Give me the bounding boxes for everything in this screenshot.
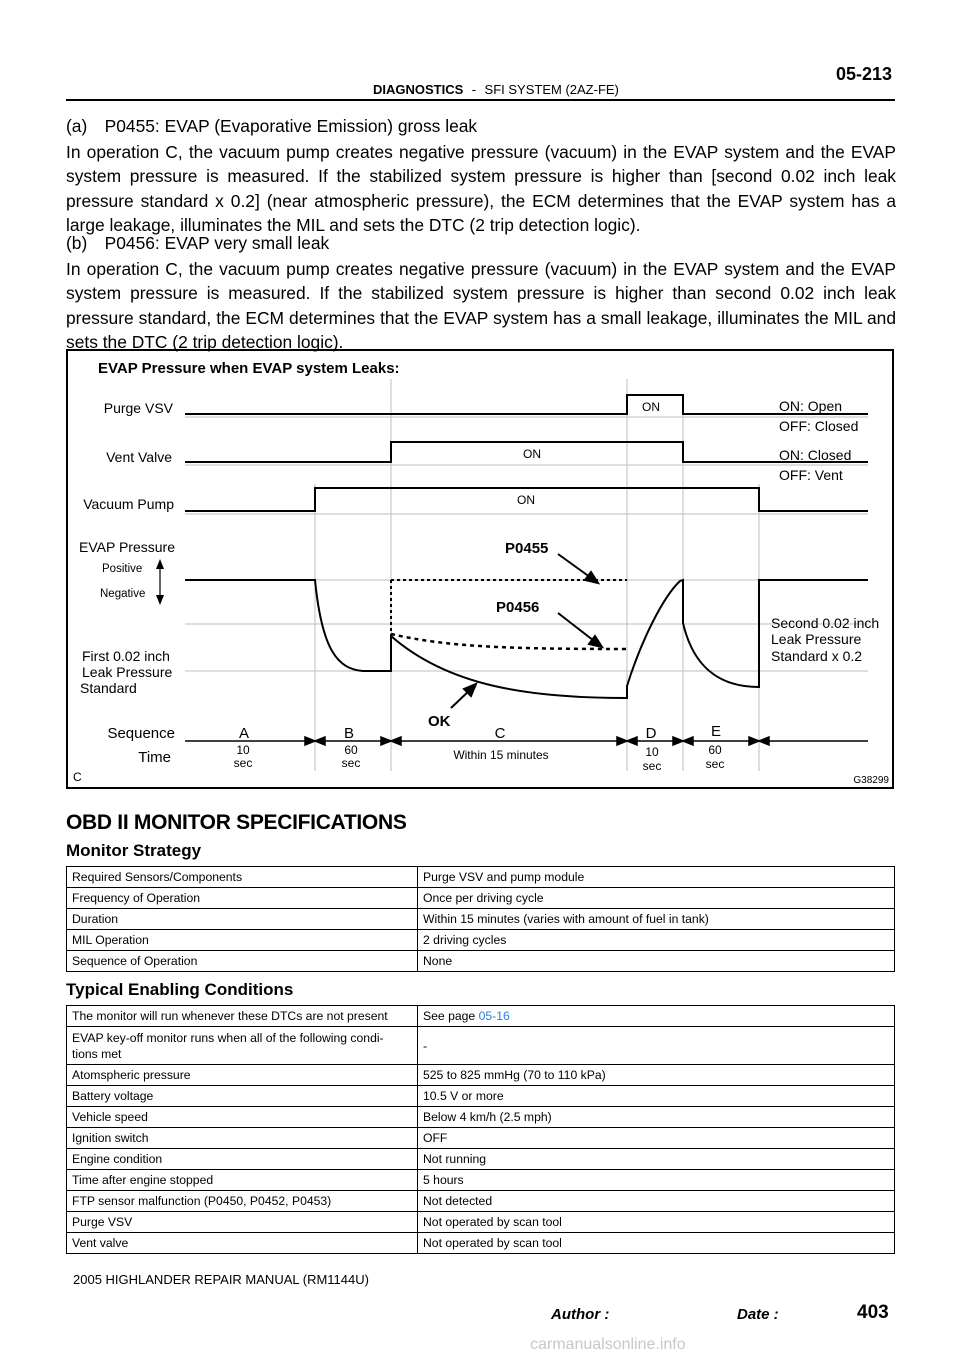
time-b-value: 60 <box>344 743 358 757</box>
phase-dividers <box>315 379 759 771</box>
table-cell <box>67 1027 418 1065</box>
monitor-strategy-title: Monitor Strategy <box>66 841 202 860</box>
label-negative: Negative <box>100 588 146 600</box>
table-cell: Sequence of Operation <box>67 951 418 972</box>
legend-second-std-1: Second 0.02 inch <box>771 615 880 631</box>
table-cell: - <box>418 1027 895 1065</box>
table-cell: Duration <box>67 909 418 930</box>
page-number: 05-213 <box>835 64 892 84</box>
table-row <box>67 1149 895 1170</box>
table-row <box>67 1128 895 1149</box>
purge-vsv-signal <box>185 395 868 414</box>
p0455-description: In operation C, the vacuum pump creates negative pressure (vacuum) in the EVAP system and the EVAP system pressure is measured. If the stabilized system pressure is higher than [second 0.02 inch leak pressure standard x 0.2] (near atmospheric pressure), the ECM determines that the EVAP system has a large leakage, illuminates the MIL and sets the DTC (2 trip detection logic). <box>66 142 896 236</box>
table-cell: FTP sensor malfunction (P0450, P0452, P0453) <box>67 1191 418 1212</box>
legend-purge-on: ON: Open <box>779 398 843 414</box>
legend-vent-off: OFF: Vent <box>779 467 843 483</box>
table-cell: Vehicle speed <box>67 1107 418 1128</box>
table-cell: Purge VSV <box>67 1212 418 1233</box>
table-cell: MIL Operation <box>67 930 418 951</box>
table-cell: Not running <box>418 1149 895 1170</box>
time-d-value: 10 <box>645 745 659 759</box>
table-row <box>67 1065 895 1086</box>
sequence-b: B <box>343 725 355 742</box>
table-row <box>67 909 895 930</box>
table-cell: Not operated by scan tool <box>418 1212 895 1233</box>
purge-on-label: ON <box>642 400 660 414</box>
table-cell: Within 15 minutes (varies with amount of fuel in tank) <box>418 909 895 930</box>
label-corner-c: C <box>73 770 82 784</box>
table-cell: Not operated by scan tool <box>418 1233 895 1254</box>
label-vacuum-pump: Vacuum Pump <box>83 496 174 512</box>
positive-arrow-icon <box>156 559 164 569</box>
table-cell: Engine condition <box>67 1149 418 1170</box>
header-section: DIAGNOSTICS <box>373 82 464 97</box>
time-c-value: Within 15 minutes <box>453 748 549 762</box>
cell-line-2: tions met <box>72 1046 122 1061</box>
table-cell: Ignition switch <box>67 1128 418 1149</box>
table-row <box>67 930 895 951</box>
see-page-text: See page <box>423 1009 479 1023</box>
table-cell: 2 driving cycles <box>418 930 895 951</box>
label-evap-pressure: EVAP Pressure <box>79 539 175 555</box>
legend-vent-on: ON: Closed <box>779 447 852 463</box>
evap-timing-diagram <box>68 351 894 789</box>
time-e-unit: sec <box>705 757 725 771</box>
monitor-strategy-table <box>66 866 895 972</box>
evap-pressure-figure <box>66 349 894 789</box>
author-label: Author : <box>551 1306 610 1323</box>
table-row <box>67 1212 895 1233</box>
time-e-value: 60 <box>708 743 722 757</box>
running-header <box>373 82 619 97</box>
table-cell: Not detected <box>418 1191 895 1212</box>
p0455-heading: (a) P0455: EVAP (Evaporative Emission) gross leak <box>66 116 478 136</box>
time-b-unit: sec <box>341 756 361 770</box>
p0456-description: In operation C, the vacuum pump creates negative pressure (vacuum) in the EVAP system and the EVAP system pressure is measured. If the stabilized system pressure is higher than second 0.02 inch leak pressure standard, the ECM determines that the EVAP system has a small leakage, illuminates the MIL and sets the DTC (2 trip detection logic). <box>66 259 896 353</box>
table-cell: 5 hours <box>418 1170 895 1191</box>
table-cell: Vent valve <box>67 1233 418 1254</box>
table-cell: Time after engine stopped <box>67 1170 418 1191</box>
header-separator: - <box>471 82 477 97</box>
table-cell: Purge VSV and pump module <box>418 867 895 888</box>
table-row <box>67 1191 895 1212</box>
table-row <box>67 951 895 972</box>
table-cell: 10.5 V or more <box>418 1086 895 1107</box>
time-d-unit: sec <box>642 759 662 773</box>
obd-section-title: OBD II MONITOR SPECIFICATIONS <box>66 811 407 834</box>
table-row <box>67 1086 895 1107</box>
table-row <box>67 1170 895 1191</box>
curve-label-ok: OK <box>428 713 451 730</box>
figure-id: G38299 <box>853 775 889 786</box>
table-cell: Frequency of Operation <box>67 888 418 909</box>
header-subsection: SFI SYSTEM (2AZ-FE) <box>484 82 619 97</box>
p0455-pointer-head-icon <box>585 572 598 583</box>
label-purge-vsv: Purge VSV <box>103 400 173 416</box>
enabling-conditions-title: Typical Enabling Conditions <box>66 980 294 999</box>
table-cell: 525 to 825 mmHg (70 to 110 kPa) <box>418 1065 895 1086</box>
page-number-footer: 403 <box>857 1302 889 1323</box>
header-rule <box>66 99 895 101</box>
legend-purge-off: OFF: Closed <box>779 418 859 434</box>
curve-label-p0455: P0455 <box>505 540 549 557</box>
label-time: Time <box>138 749 171 766</box>
negative-arrow-icon <box>156 595 164 605</box>
label-sequence: Sequence <box>107 725 175 742</box>
table-cell: Battery voltage <box>67 1086 418 1107</box>
enabling-conditions-table <box>66 1005 895 1254</box>
table-row <box>67 1006 895 1027</box>
evap-pressure-trace-ok <box>185 580 868 698</box>
table-cell <box>418 1006 895 1027</box>
table-row <box>67 867 895 888</box>
sequence-a: A <box>238 725 250 742</box>
table-cell: OFF <box>418 1128 895 1149</box>
table-cell: Below 4 km/h (2.5 mph) <box>418 1107 895 1128</box>
figure-title: EVAP Pressure when EVAP system Leaks: <box>98 360 400 377</box>
cell-line-1: EVAP key-off monitor runs when all of the following condi- <box>72 1030 384 1045</box>
table-cell: The monitor will run whenever these DTCs are not present <box>67 1006 418 1027</box>
manual-footer: 2005 HIGHLANDER REPAIR MANUAL (RM1144U) <box>73 1272 369 1287</box>
sequence-c: C <box>494 725 506 742</box>
table-row <box>67 1027 895 1065</box>
legend-second-std-2: Leak Pressure <box>771 631 862 647</box>
table-cell: None <box>418 951 895 972</box>
table-row <box>67 888 895 909</box>
curve-label-p0456: P0456 <box>496 599 540 616</box>
sequence-e: E <box>710 723 722 740</box>
watermark: carmanualsonline.info <box>530 1336 686 1353</box>
time-a-unit: sec <box>233 756 253 770</box>
table-cell: Atomspheric pressure <box>67 1065 418 1086</box>
time-a-value: 10 <box>236 743 250 757</box>
pump-on-label: ON <box>517 493 535 507</box>
label-first-std-2: Leak Pressure <box>82 664 173 680</box>
table-cell: Once per driving cycle <box>418 888 895 909</box>
time-arrows <box>185 737 868 745</box>
date-label: Date : <box>737 1306 779 1323</box>
sequence-d: D <box>645 725 657 742</box>
table-cell: Required Sensors/Components <box>67 867 418 888</box>
label-vent-valve: Vent Valve <box>106 449 172 465</box>
vent-on-label: ON <box>523 447 541 461</box>
label-positive: Positive <box>102 563 143 575</box>
label-first-std-3: Standard <box>80 680 137 696</box>
label-first-std-1: First 0.02 inch <box>82 648 170 664</box>
table-row <box>67 1233 895 1254</box>
table-row <box>67 1107 895 1128</box>
page-link[interactable]: 05-16 <box>478 1009 510 1023</box>
legend-second-std-3: Standard x 0.2 <box>771 648 863 664</box>
p0456-heading: (b) P0456: EVAP very small leak <box>66 233 330 253</box>
